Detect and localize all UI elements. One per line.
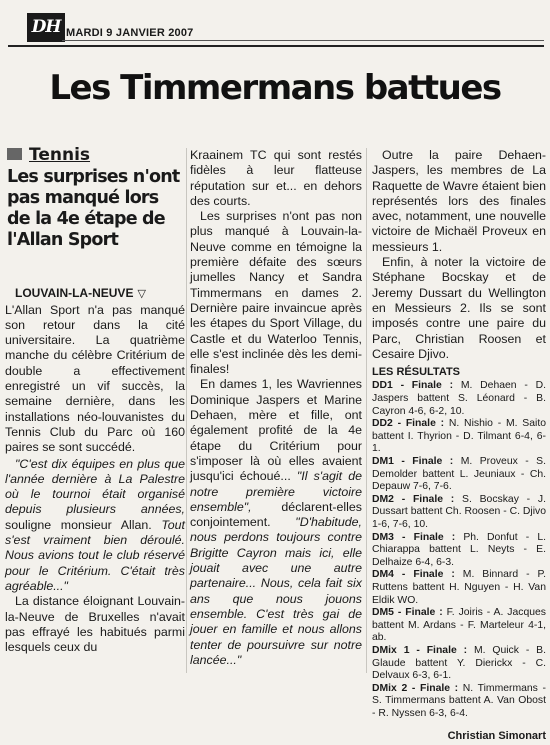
result-text: M. Binnard - P. Ruttens battent H. Nguyen - H. Van Eldik WO. bbox=[372, 569, 547, 606]
quote-text: Tout s'est vraiment bien déroulé. Nous avions tout le club réservé pour le Critérium. C'était très agréable..." bbox=[5, 517, 185, 593]
section-label bbox=[7, 145, 185, 165]
issue-date: MARDI 9 JANVIER 2007 bbox=[66, 27, 194, 39]
result-label: DD1 - Finale : bbox=[372, 380, 454, 392]
result-label: DM4 - Finale : bbox=[372, 569, 455, 581]
paragraph: Outre la paire Dehaen-Jaspers, les membres de La Raquette de Wavre étaient bien représentés lors des finales avec, notamment, une nouvelle victoire de Michaël Proveux en messieurs 1. bbox=[372, 148, 546, 254]
paragraph: La distance éloignant Louvain-la-Neuve de Bruxelles n'avait pas effrayé les habitués parmi lesquels ceux du bbox=[5, 594, 185, 655]
newspaper-logo: DH bbox=[27, 13, 65, 42]
column-divider bbox=[186, 148, 187, 673]
article-column-1 bbox=[5, 145, 185, 655]
result-item bbox=[372, 645, 546, 683]
result-item bbox=[372, 683, 546, 721]
result-item bbox=[372, 418, 546, 456]
triangle-down-icon: ▽ bbox=[137, 288, 146, 301]
section-title: Tennis bbox=[29, 145, 91, 165]
quote-text: "D'habitude, nous perdons toujours contre Brigitte Cayron mais ici, elle jouait avec une autre partenaire... Nous, cela fait six ans que nous jouons ensemble. C'est très gai de jouer en famille et nous allons tenter de poursuivre sur notre lancée..." bbox=[190, 515, 362, 667]
result-text: M. Dehaen - D. Jaspers battent S. Léonard - B. Cayron 4-6, 6-2, 10. bbox=[372, 380, 546, 417]
results-heading: LES RÉSULTATS bbox=[372, 366, 460, 379]
result-item bbox=[372, 569, 546, 607]
attribution-text: déclarent-elles conjointement. bbox=[190, 499, 362, 530]
article-column-3 bbox=[372, 148, 546, 745]
section-square-icon bbox=[7, 148, 22, 160]
article-column-2 bbox=[190, 148, 362, 668]
author-signature: Christian Simonart bbox=[447, 730, 546, 743]
header-rule bbox=[8, 45, 544, 47]
result-item bbox=[372, 494, 546, 532]
paragraph: Enfin, à noter la victoire de Stéphane Bocskay et de Jeremy Dussart du Wellington en Messieurs 2. Ils se sont imposés contre une paire du Parc, Christian Roosen et Cesaire Djivo. bbox=[372, 255, 546, 361]
result-item bbox=[372, 456, 546, 494]
result-label: DM5 - Finale : bbox=[372, 607, 443, 619]
attribution-text: souligne monsieur Allan. bbox=[5, 517, 162, 532]
paragraph: L'Allan Sport n'a pas manqué son retour dans la cité universitaire. La quatrième manche du célèbre Critérium de double a effectivement enregistré un vif succès, la semaine dernière, dans les installations néo-louvanistes du Tennis Club du Parc où 160 paires se sont succédé. bbox=[5, 302, 185, 455]
quote-text: "C'est dix équipes en plus que l'année dernière à La Palestre où le tournoi était organisé depuis plusieurs années, bbox=[5, 456, 185, 517]
results-list bbox=[372, 380, 546, 720]
result-label: DM3 - Finale : bbox=[372, 531, 456, 543]
result-label: DD2 - Finale : bbox=[372, 418, 445, 430]
result-item bbox=[372, 380, 546, 418]
result-label: DM2 - Finale : bbox=[372, 493, 455, 505]
result-label: DMix 2 - Finale : bbox=[372, 682, 459, 694]
result-text: M. Quick - B. Glaude battent Y. Dierickx - C. Delvaux 6-3, 6-1. bbox=[372, 644, 546, 682]
quote-paragraph bbox=[190, 377, 362, 668]
paragraph: Kraainem TC qui sont restés fidèles à leur flatteuse réputation sur et... en dehors des courts. bbox=[190, 148, 362, 208]
result-item bbox=[372, 607, 546, 645]
masthead-rule bbox=[62, 40, 544, 41]
article-headline: Les Timmermans battues bbox=[49, 68, 501, 108]
article-deck: Les surprises n'ont pas manqué lors de la 4e étape de l'Allan Sport bbox=[7, 167, 180, 251]
dateline-place-text: LOUVAIN-LA-NEUVE bbox=[15, 286, 134, 301]
result-text: Ph. Donfut - L. Chiarappa battent L. Neyts - E. Delhaize 6-4, 6-3. bbox=[372, 531, 546, 568]
result-label: DM1 - Finale : bbox=[372, 456, 454, 468]
paragraph-text: En dames 1, les Wavriennes Dominique Jaspers et Marine Dehaen, mère et fille, ont également profité de la 4e étape du Critérium pour s'imposer là où elles avaient jusqu'ici échoué... bbox=[190, 377, 362, 484]
result-text: N. Nishio - M. Saito battent I. Thyrion - D. Tilmant 6-4, 6-1. bbox=[372, 418, 546, 455]
result-text: S. Bocskay - J. Dussart battent Ch. Roosen - C. Djivo 1-6, 7-6, 10. bbox=[372, 493, 546, 530]
paragraph: Les surprises n'ont pas non plus manqué à Louvain-la-Neuve comme en témoigne la première défaite des sœurs jumelles Nancy et Sandra Timmermans en dames 2. Dernière paire invaincue après les étapes du Sport Village, du Castle et du Waterloo Tennis, elle s'est inclinée dès les demi-finales! bbox=[190, 209, 362, 377]
quote-text: "Il s'agit de notre première victoire ensemble", bbox=[190, 469, 362, 514]
result-item bbox=[372, 532, 546, 570]
result-text: F. Joiris - A. Jacques battent M. Ardans - F. Marteleur 4-1, ab. bbox=[372, 607, 546, 644]
quote-paragraph bbox=[5, 457, 185, 595]
result-text: M. Proveux - S. Demolder battent L. Jeuniaux - Ch. Depauw 7-6, 7-6. bbox=[372, 456, 546, 493]
column-divider bbox=[366, 148, 367, 673]
result-text: N. Timmermans - S. Timmermans battent A. Van Obost - R. Nyssen 6-3, 6-4. bbox=[372, 682, 546, 719]
result-label: DMix 1 - Finale : bbox=[372, 644, 468, 656]
dateline-place bbox=[15, 286, 185, 302]
